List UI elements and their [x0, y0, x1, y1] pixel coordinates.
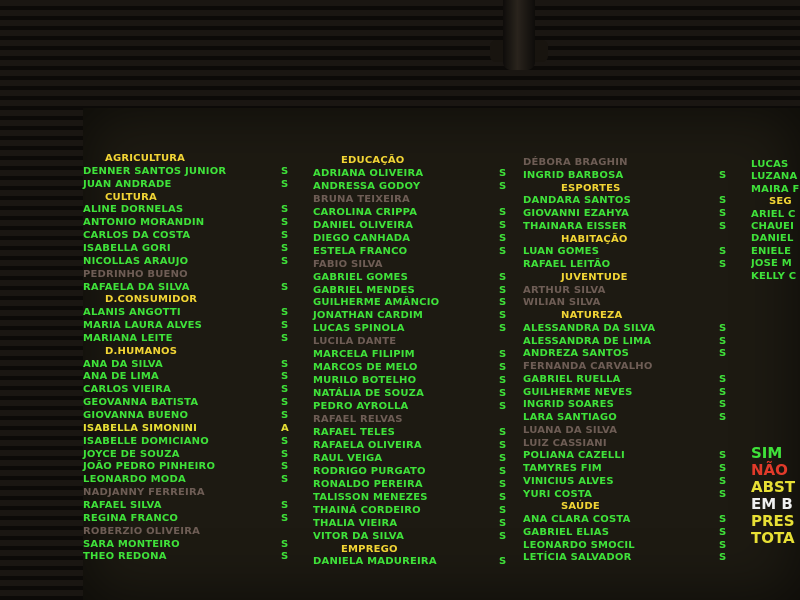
member-row	[313, 452, 523, 465]
section-header	[313, 154, 523, 167]
vote-mark: S	[281, 461, 289, 472]
member-row	[523, 347, 738, 360]
vote-mark: S	[499, 310, 507, 321]
member-row	[523, 398, 738, 411]
member-row	[83, 550, 298, 563]
member-name: JOSE M	[751, 258, 792, 269]
member-row	[83, 435, 298, 448]
member-row	[751, 232, 800, 245]
section-header-label: EDUCAÇÃO	[341, 155, 405, 166]
member-name: LEONARDO MODA	[83, 474, 186, 485]
section-header-label: EMPREGO	[341, 544, 398, 555]
member-name: ADRIANA OLIVEIRA	[313, 168, 424, 179]
member-row	[83, 473, 298, 486]
vote-mark: S	[281, 513, 289, 524]
member-name: PEDRINHO BUENO	[83, 269, 188, 280]
member-name: CHAUEI	[751, 221, 795, 232]
vote-mark: S	[281, 333, 289, 344]
member-row	[83, 203, 298, 216]
member-row	[83, 499, 298, 512]
member-row	[313, 478, 523, 491]
legend-tota: TOTA	[751, 529, 795, 547]
member-name: CAROLINA CRIPPA	[313, 207, 418, 218]
vote-mark: S	[281, 449, 289, 460]
section-header-label: SEG	[769, 196, 792, 207]
member-name: GIOVANNA BUENO	[83, 410, 189, 421]
member-name: ISABELLA GORI	[83, 243, 171, 254]
member-name: NADJANNY FERREIRA	[83, 487, 205, 498]
member-name: PEDRO AYROLLA	[313, 401, 409, 412]
member-name: GABRIEL RUELLA	[523, 374, 621, 385]
vote-mark: S	[499, 375, 507, 386]
vote-mark: S	[499, 233, 507, 244]
member-row	[523, 322, 738, 335]
vote-mark: S	[499, 362, 507, 373]
member-row	[83, 229, 298, 242]
member-row	[313, 504, 523, 517]
member-row	[83, 525, 298, 538]
member-name: FABIO SILVA	[313, 259, 383, 270]
section-header	[751, 195, 800, 208]
vote-mark: S	[281, 243, 289, 254]
vote-mark: S	[281, 371, 289, 382]
member-row	[523, 373, 738, 386]
member-row	[83, 268, 298, 281]
member-row	[313, 413, 523, 426]
member-row	[83, 512, 298, 525]
member-row	[523, 424, 738, 437]
section-header-label: NATUREZA	[561, 310, 623, 321]
vote-mark: S	[281, 410, 289, 421]
member-name: ANA DA SILVA	[83, 359, 163, 370]
section-header	[523, 271, 738, 284]
legend-sim: SIM	[751, 444, 783, 462]
member-name: INGRID SOARES	[523, 399, 615, 410]
member-row	[313, 193, 523, 206]
member-row	[313, 335, 523, 348]
vote-mark: S	[719, 514, 727, 525]
vote-mark: S	[719, 323, 727, 334]
member-row	[313, 309, 523, 322]
vote-mark: S	[281, 500, 289, 511]
member-row	[313, 465, 523, 478]
member-name: LUCAS SPINOLA	[313, 323, 405, 334]
vote-mark: S	[281, 397, 289, 408]
vote-mark: S	[719, 170, 727, 181]
member-name: REGINA FRANCO	[83, 513, 179, 524]
vote-mark: S	[499, 246, 507, 257]
member-name: MAIRA F	[751, 184, 800, 195]
member-name: ALESSANDRA DA SILVA	[523, 323, 656, 334]
member-name: THAINÁ CORDEIRO	[313, 505, 421, 516]
member-name: ALESSANDRA DE LIMA	[523, 336, 652, 347]
member-row	[313, 555, 523, 568]
member-row	[523, 411, 738, 424]
member-name: THALIA VIEIRA	[313, 518, 398, 529]
member-row	[83, 396, 298, 409]
member-name: THAINARA EISSER	[523, 221, 627, 232]
vote-mark: S	[281, 307, 289, 318]
member-name: LARA SANTIAGO	[523, 412, 617, 423]
section-header-label: D.HUMANOS	[105, 346, 178, 357]
vote-mark: S	[499, 453, 507, 464]
member-row	[523, 475, 738, 488]
member-name: LUANA DA SILVA	[523, 425, 618, 436]
vote-mark: S	[281, 282, 289, 293]
vote-mark: S	[499, 556, 507, 567]
vote-mark: S	[719, 208, 727, 219]
member-name: ISABELLA SIMONINI	[83, 423, 198, 434]
vote-mark: S	[281, 230, 289, 241]
member-name: VINICIUS ALVES	[523, 476, 614, 487]
member-name: GABRIEL GOMES	[313, 272, 408, 283]
member-name: NATÁLIA DE SOUZA	[313, 388, 425, 399]
member-row	[83, 332, 298, 345]
vote-mark: S	[719, 552, 727, 563]
vote-mark: S	[499, 505, 507, 516]
member-row	[523, 462, 738, 475]
member-row	[313, 439, 523, 452]
column-1	[83, 108, 298, 600]
member-name: NICOLLAS ARAUJO	[83, 256, 189, 267]
member-row	[83, 306, 298, 319]
vote-mark: S	[719, 540, 727, 551]
member-name: MARIANA LEITE	[83, 333, 173, 344]
member-name: MURILO BOTELHO	[313, 375, 417, 386]
member-row	[313, 180, 523, 193]
member-name: DÉBORA BRAGHIN	[523, 157, 628, 168]
member-row	[523, 526, 738, 539]
legend-nao: NÃO	[751, 461, 788, 479]
section-header-label: AGRICULTURA	[105, 153, 186, 164]
member-row	[523, 296, 738, 309]
member-row	[313, 245, 523, 258]
member-name: GIOVANNI EZAHYA	[523, 208, 630, 219]
vote-mark: S	[719, 387, 727, 398]
member-row	[751, 270, 800, 283]
member-row	[523, 245, 738, 258]
member-name: DANIEL	[751, 233, 794, 244]
vote-mark: S	[499, 531, 507, 542]
vote-mark: S	[499, 440, 507, 451]
member-name: GEOVANNA BATISTA	[83, 397, 199, 408]
member-name: TAMYRES FIM	[523, 463, 602, 474]
member-row	[523, 449, 738, 462]
member-row	[313, 530, 523, 543]
member-row	[313, 296, 523, 309]
section-header	[83, 345, 298, 358]
vote-mark: S	[281, 217, 289, 228]
column-3	[523, 108, 738, 600]
member-name: ESTELA FRANCO	[313, 246, 408, 257]
member-row	[313, 232, 523, 245]
vote-mark: S	[499, 401, 507, 412]
member-name: TALISSON MENEZES	[313, 492, 428, 503]
vote-mark: S	[281, 179, 289, 190]
member-name: ARIEL C	[751, 209, 796, 220]
member-row	[313, 258, 523, 271]
vote-mark: S	[499, 323, 507, 334]
member-name: ISABELLE DOMICIANO	[83, 436, 209, 447]
vote-mark: S	[499, 285, 507, 296]
member-name: THEO REDONA	[83, 551, 167, 562]
member-row	[83, 486, 298, 499]
member-name: DANIEL OLIVEIRA	[313, 220, 414, 231]
member-row	[313, 206, 523, 219]
member-row	[313, 167, 523, 180]
member-name: JOÃO PEDRO PINHEIRO	[83, 461, 216, 472]
member-row	[751, 257, 800, 270]
member-name: GABRIEL ELIAS	[523, 527, 610, 538]
section-header-label: CULTURA	[105, 192, 157, 203]
legend-abst: ABST	[751, 478, 796, 496]
member-row	[313, 517, 523, 530]
section-header-label: SAÚDE	[561, 501, 600, 512]
member-name: MARIA LAURA ALVES	[83, 320, 203, 331]
member-row	[313, 348, 523, 361]
member-row	[523, 220, 738, 233]
member-row	[523, 194, 738, 207]
member-name: FERNANDA CARVALHO	[523, 361, 653, 372]
vote-mark: S	[281, 551, 289, 562]
legend-em-b: EM B	[751, 495, 793, 513]
member-name: INGRID BARBOSA	[523, 170, 624, 181]
section-header	[83, 152, 298, 165]
vote-mark: S	[719, 463, 727, 474]
vote-mark: S	[719, 221, 727, 232]
member-row	[523, 156, 738, 169]
vote-mark: S	[499, 349, 507, 360]
member-name: ANA DE LIMA	[83, 371, 159, 382]
member-name: DANDARA SANTOS	[523, 195, 632, 206]
vote-mark: S	[719, 412, 727, 423]
member-name: JOYCE DE SOUZA	[83, 449, 180, 460]
member-name: YURI COSTA	[523, 489, 593, 500]
member-row	[523, 258, 738, 271]
vote-mark: S	[281, 256, 289, 267]
member-name: JONATHAN CARDIM	[313, 310, 424, 321]
member-row	[83, 216, 298, 229]
vote-mark: S	[719, 246, 727, 257]
member-row	[313, 387, 523, 400]
member-name: GUILHERME AMÂNCIO	[313, 297, 440, 308]
member-row	[83, 165, 298, 178]
member-row	[83, 460, 298, 473]
vote-mark: S	[281, 359, 289, 370]
vote-mark: S	[719, 348, 727, 359]
vote-mark: S	[281, 539, 289, 550]
member-row	[83, 370, 298, 383]
vote-mark: S	[281, 166, 289, 177]
vote-mark: S	[719, 450, 727, 461]
member-name: POLIANA CAZELLI	[523, 450, 625, 461]
member-name: LEONARDO SMOCIL	[523, 540, 635, 551]
member-row	[313, 426, 523, 439]
member-name: LUIZ CASSIANI	[523, 438, 607, 449]
vote-mark: S	[499, 466, 507, 477]
member-name: RODRIGO PURGATO	[313, 466, 426, 477]
vote-mark: S	[281, 474, 289, 485]
member-name: ALANIS ANGOTTI	[83, 307, 181, 318]
member-name: SARA MONTEIRO	[83, 539, 180, 550]
member-name: LUZANA	[751, 171, 798, 182]
member-row	[523, 360, 738, 373]
member-row	[313, 400, 523, 413]
section-header	[523, 500, 738, 513]
member-row	[523, 513, 738, 526]
vote-mark: S	[499, 168, 507, 179]
member-name: MARCOS DE MELO	[313, 362, 418, 373]
member-name: WILIAN SILVA	[523, 297, 601, 308]
vote-mark: S	[499, 220, 507, 231]
vote-mark: S	[719, 336, 727, 347]
member-row	[523, 207, 738, 220]
member-name: KELLY C	[751, 271, 797, 282]
member-name: DANIELA MADUREIRA	[313, 556, 437, 567]
vote-mark: A	[281, 423, 289, 434]
member-row	[83, 255, 298, 268]
section-header-label: D.CONSUMIDOR	[105, 294, 198, 305]
member-name: BRUNA TEIXEIRA	[313, 194, 410, 205]
member-name: ANA CLARA COSTA	[523, 514, 631, 525]
member-row	[83, 242, 298, 255]
vote-mark: S	[719, 259, 727, 270]
member-row	[523, 551, 738, 564]
member-name: ANDREZA SANTOS	[523, 348, 630, 359]
vote-mark: S	[719, 399, 727, 410]
member-name: JUAN ANDRADE	[83, 179, 172, 190]
vote-mark: S	[719, 527, 727, 538]
member-name: CARLOS DA COSTA	[83, 230, 191, 241]
section-header-label: JUVENTUDE	[561, 272, 628, 283]
vote-mark: S	[499, 181, 507, 192]
vote-mark: S	[281, 204, 289, 215]
member-row	[523, 169, 738, 182]
member-name: DIEGO CANHADA	[313, 233, 411, 244]
member-name: RAFAEL TELES	[313, 427, 396, 438]
vote-mark: S	[281, 320, 289, 331]
member-name: RAFAELA DA SILVA	[83, 282, 190, 293]
member-name: DENNER SANTOS JUNIOR	[83, 166, 227, 177]
member-name: RAFAEL RELVAS	[313, 414, 403, 425]
vote-mark: S	[719, 195, 727, 206]
member-name: MARCELA FILIPIM	[313, 349, 415, 360]
member-name: RAFAEL LEITÃO	[523, 259, 611, 270]
vote-mark: S	[719, 374, 727, 385]
member-name: ANTONIO MORANDIN	[83, 217, 205, 228]
member-name: RONALDO PEREIRA	[313, 479, 423, 490]
section-header	[83, 293, 298, 306]
vote-mark: S	[499, 388, 507, 399]
member-name: ROBERZIO OLIVEIRA	[83, 526, 201, 537]
member-row	[313, 374, 523, 387]
member-row	[83, 383, 298, 396]
member-name: CARLOS VIEIRA	[83, 384, 172, 395]
member-row	[313, 361, 523, 374]
column-2	[313, 108, 523, 600]
member-name: LETÍCIA SALVADOR	[523, 552, 632, 563]
vote-mark: S	[499, 492, 507, 503]
vote-mark: S	[719, 489, 727, 500]
member-row	[313, 219, 523, 232]
member-name: VITOR DA SILVA	[313, 531, 405, 542]
vote-mark: S	[281, 436, 289, 447]
voting-panel	[83, 108, 800, 600]
member-row	[83, 409, 298, 422]
member-row	[83, 178, 298, 191]
member-name: ALINE DORNELAS	[83, 204, 184, 215]
vote-mark: S	[499, 518, 507, 529]
member-name: RAFAEL SILVA	[83, 500, 162, 511]
vote-mark: S	[281, 384, 289, 395]
member-name: ANDRESSA GODOY	[313, 181, 421, 192]
member-row	[83, 422, 298, 435]
member-name: GUILHERME NEVES	[523, 387, 633, 398]
section-header-label: HABITAÇÃO	[561, 234, 628, 245]
section-header-label: ESPORTES	[561, 183, 621, 194]
member-name: ENIELE	[751, 246, 792, 257]
member-row	[313, 491, 523, 504]
member-row	[751, 170, 800, 183]
vote-mark: S	[719, 476, 727, 487]
vote-mark: S	[499, 479, 507, 490]
member-name: RAFAELA OLIVEIRA	[313, 440, 422, 451]
vote-mark: S	[499, 427, 507, 438]
member-name: GABRIEL MENDES	[313, 285, 415, 296]
member-name: LUAN GOMES	[523, 246, 600, 257]
member-row	[313, 322, 523, 335]
vote-mark: S	[499, 207, 507, 218]
member-row	[83, 319, 298, 332]
member-name: ARTHUR SILVA	[523, 285, 606, 296]
vote-mark: S	[499, 297, 507, 308]
member-name: RAUL VEIGA	[313, 453, 383, 464]
vote-mark: S	[499, 272, 507, 283]
member-name: LUCILA DANTE	[313, 336, 397, 347]
legend-pres: PRES	[751, 512, 795, 530]
member-row	[313, 271, 523, 284]
member-name: LUCAS	[751, 159, 789, 170]
section-header	[523, 309, 738, 322]
ceiling-fixture	[503, 0, 535, 70]
